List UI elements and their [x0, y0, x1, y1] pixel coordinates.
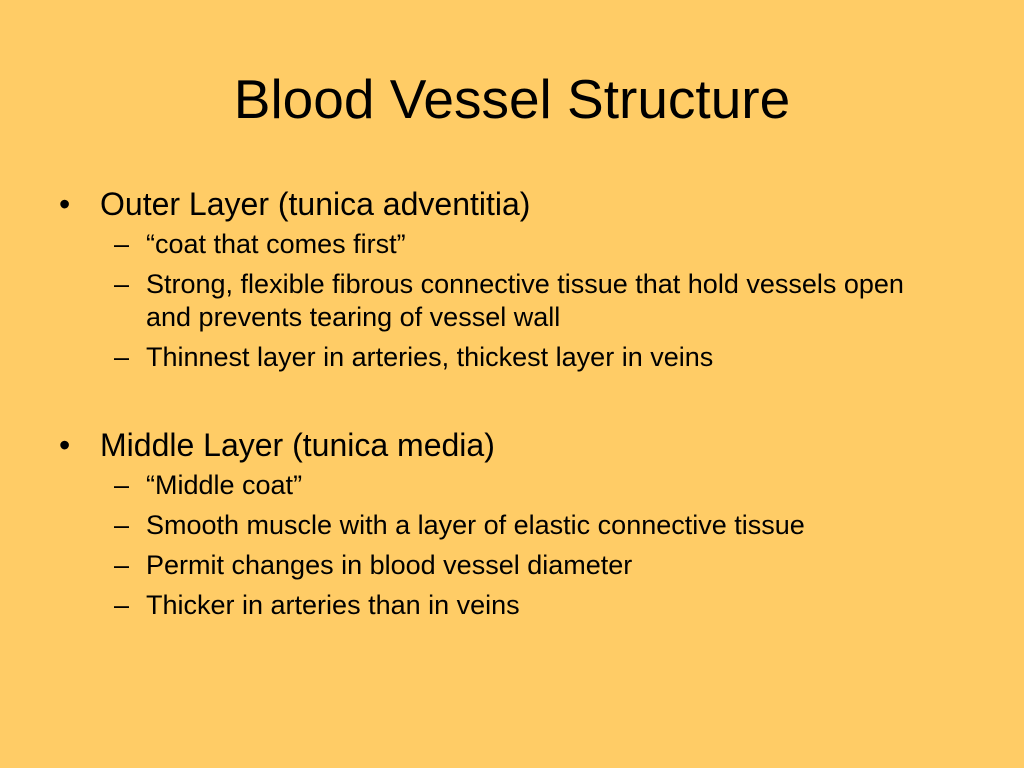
section-outer-layer	[0, 182, 1024, 381]
sub-item-text: “Middle coat”	[146, 470, 303, 500]
section-heading: Middle Layer (tunica media)	[100, 427, 495, 463]
sub-item	[0, 268, 1024, 334]
sub-item-text: Permit changes in blood vessel diameter	[146, 550, 633, 580]
sub-item	[0, 509, 1024, 542]
main-bullet	[0, 182, 1024, 226]
sub-item	[0, 469, 1024, 502]
dash-icon: –	[114, 342, 130, 372]
sub-list	[0, 226, 1024, 374]
sub-item	[0, 341, 1024, 374]
bullet-icon: •	[59, 427, 71, 463]
sub-item	[0, 589, 1024, 622]
section-middle-layer	[0, 423, 1024, 629]
dash-icon: –	[114, 229, 130, 259]
slide-title: Blood Vessel Structure	[233, 68, 791, 130]
dash-icon: –	[114, 269, 130, 299]
sub-item-text: Strong, flexible fibrous connective tissue that hold vessels open and prevents tearing of vessel wall	[146, 269, 904, 332]
section-heading: Outer Layer (tunica adventitia)	[100, 186, 531, 222]
sub-item-text: Thinnest layer in arteries, thickest layer in veins	[146, 342, 714, 372]
sub-item	[0, 228, 1024, 261]
sub-list	[0, 467, 1024, 622]
sub-item	[0, 549, 1024, 582]
dash-icon: –	[114, 470, 130, 500]
sub-item-text: “coat that comes first”	[146, 229, 406, 259]
dash-icon: –	[114, 550, 130, 580]
sub-item-text: Smooth muscle with a layer of elastic connective tissue	[146, 510, 805, 540]
sub-item-text: Thicker in arteries than in veins	[146, 590, 520, 620]
main-bullet	[0, 423, 1024, 467]
dash-icon: –	[114, 510, 130, 540]
bullet-icon: •	[59, 186, 71, 222]
dash-icon: –	[114, 590, 130, 620]
